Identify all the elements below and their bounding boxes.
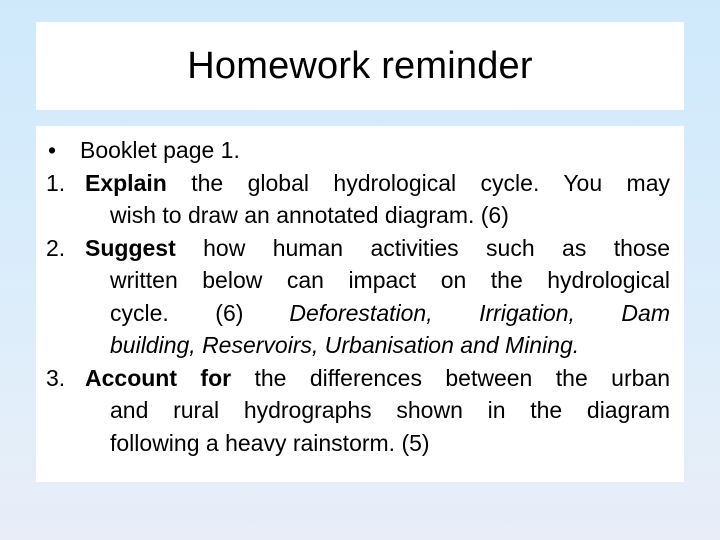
title-panel <box>36 22 684 110</box>
content-panel <box>36 126 684 482</box>
list-item-3 <box>46 362 670 460</box>
item-line <box>85 232 670 265</box>
item-line <box>85 167 670 200</box>
slide-title: Homework reminder <box>187 44 533 87</box>
item-text: how human activities such as those <box>175 234 670 261</box>
item-text: the global hydrological cycle. You may <box>166 169 670 196</box>
item-line <box>85 362 670 395</box>
item-line: following a heavy rainstorm. (5) <box>110 429 430 456</box>
activities-list-continued: building, Reservoirs, Urbanisation and Mining. <box>110 332 580 358</box>
activities-list: Deforestation, Irrigation, Dam <box>289 299 670 326</box>
list-item-2 <box>46 232 670 362</box>
bullet-text: Booklet page 1. <box>80 137 240 163</box>
item-text: cycle. (6) <box>110 299 244 326</box>
item-line <box>85 297 670 330</box>
list-item-1 <box>46 167 670 232</box>
instruction-verb: Suggest <box>85 234 176 261</box>
instruction-verb: Explain <box>85 169 167 196</box>
item-number: 1. <box>46 169 66 196</box>
item-line: wish to draw an annotated diagram. (6) <box>110 202 509 228</box>
instruction-verb: Account for <box>85 364 232 391</box>
item-number: 2. <box>46 234 66 261</box>
item-number: 3. <box>46 364 66 391</box>
item-line: and rural hydrographs shown in the diagram <box>110 397 670 423</box>
item-line: written below can impact on the hydrological <box>110 267 670 293</box>
item-text: the differences between the urban <box>231 364 670 391</box>
bullet-line <box>46 134 670 167</box>
bullet-dot: • <box>48 137 57 163</box>
